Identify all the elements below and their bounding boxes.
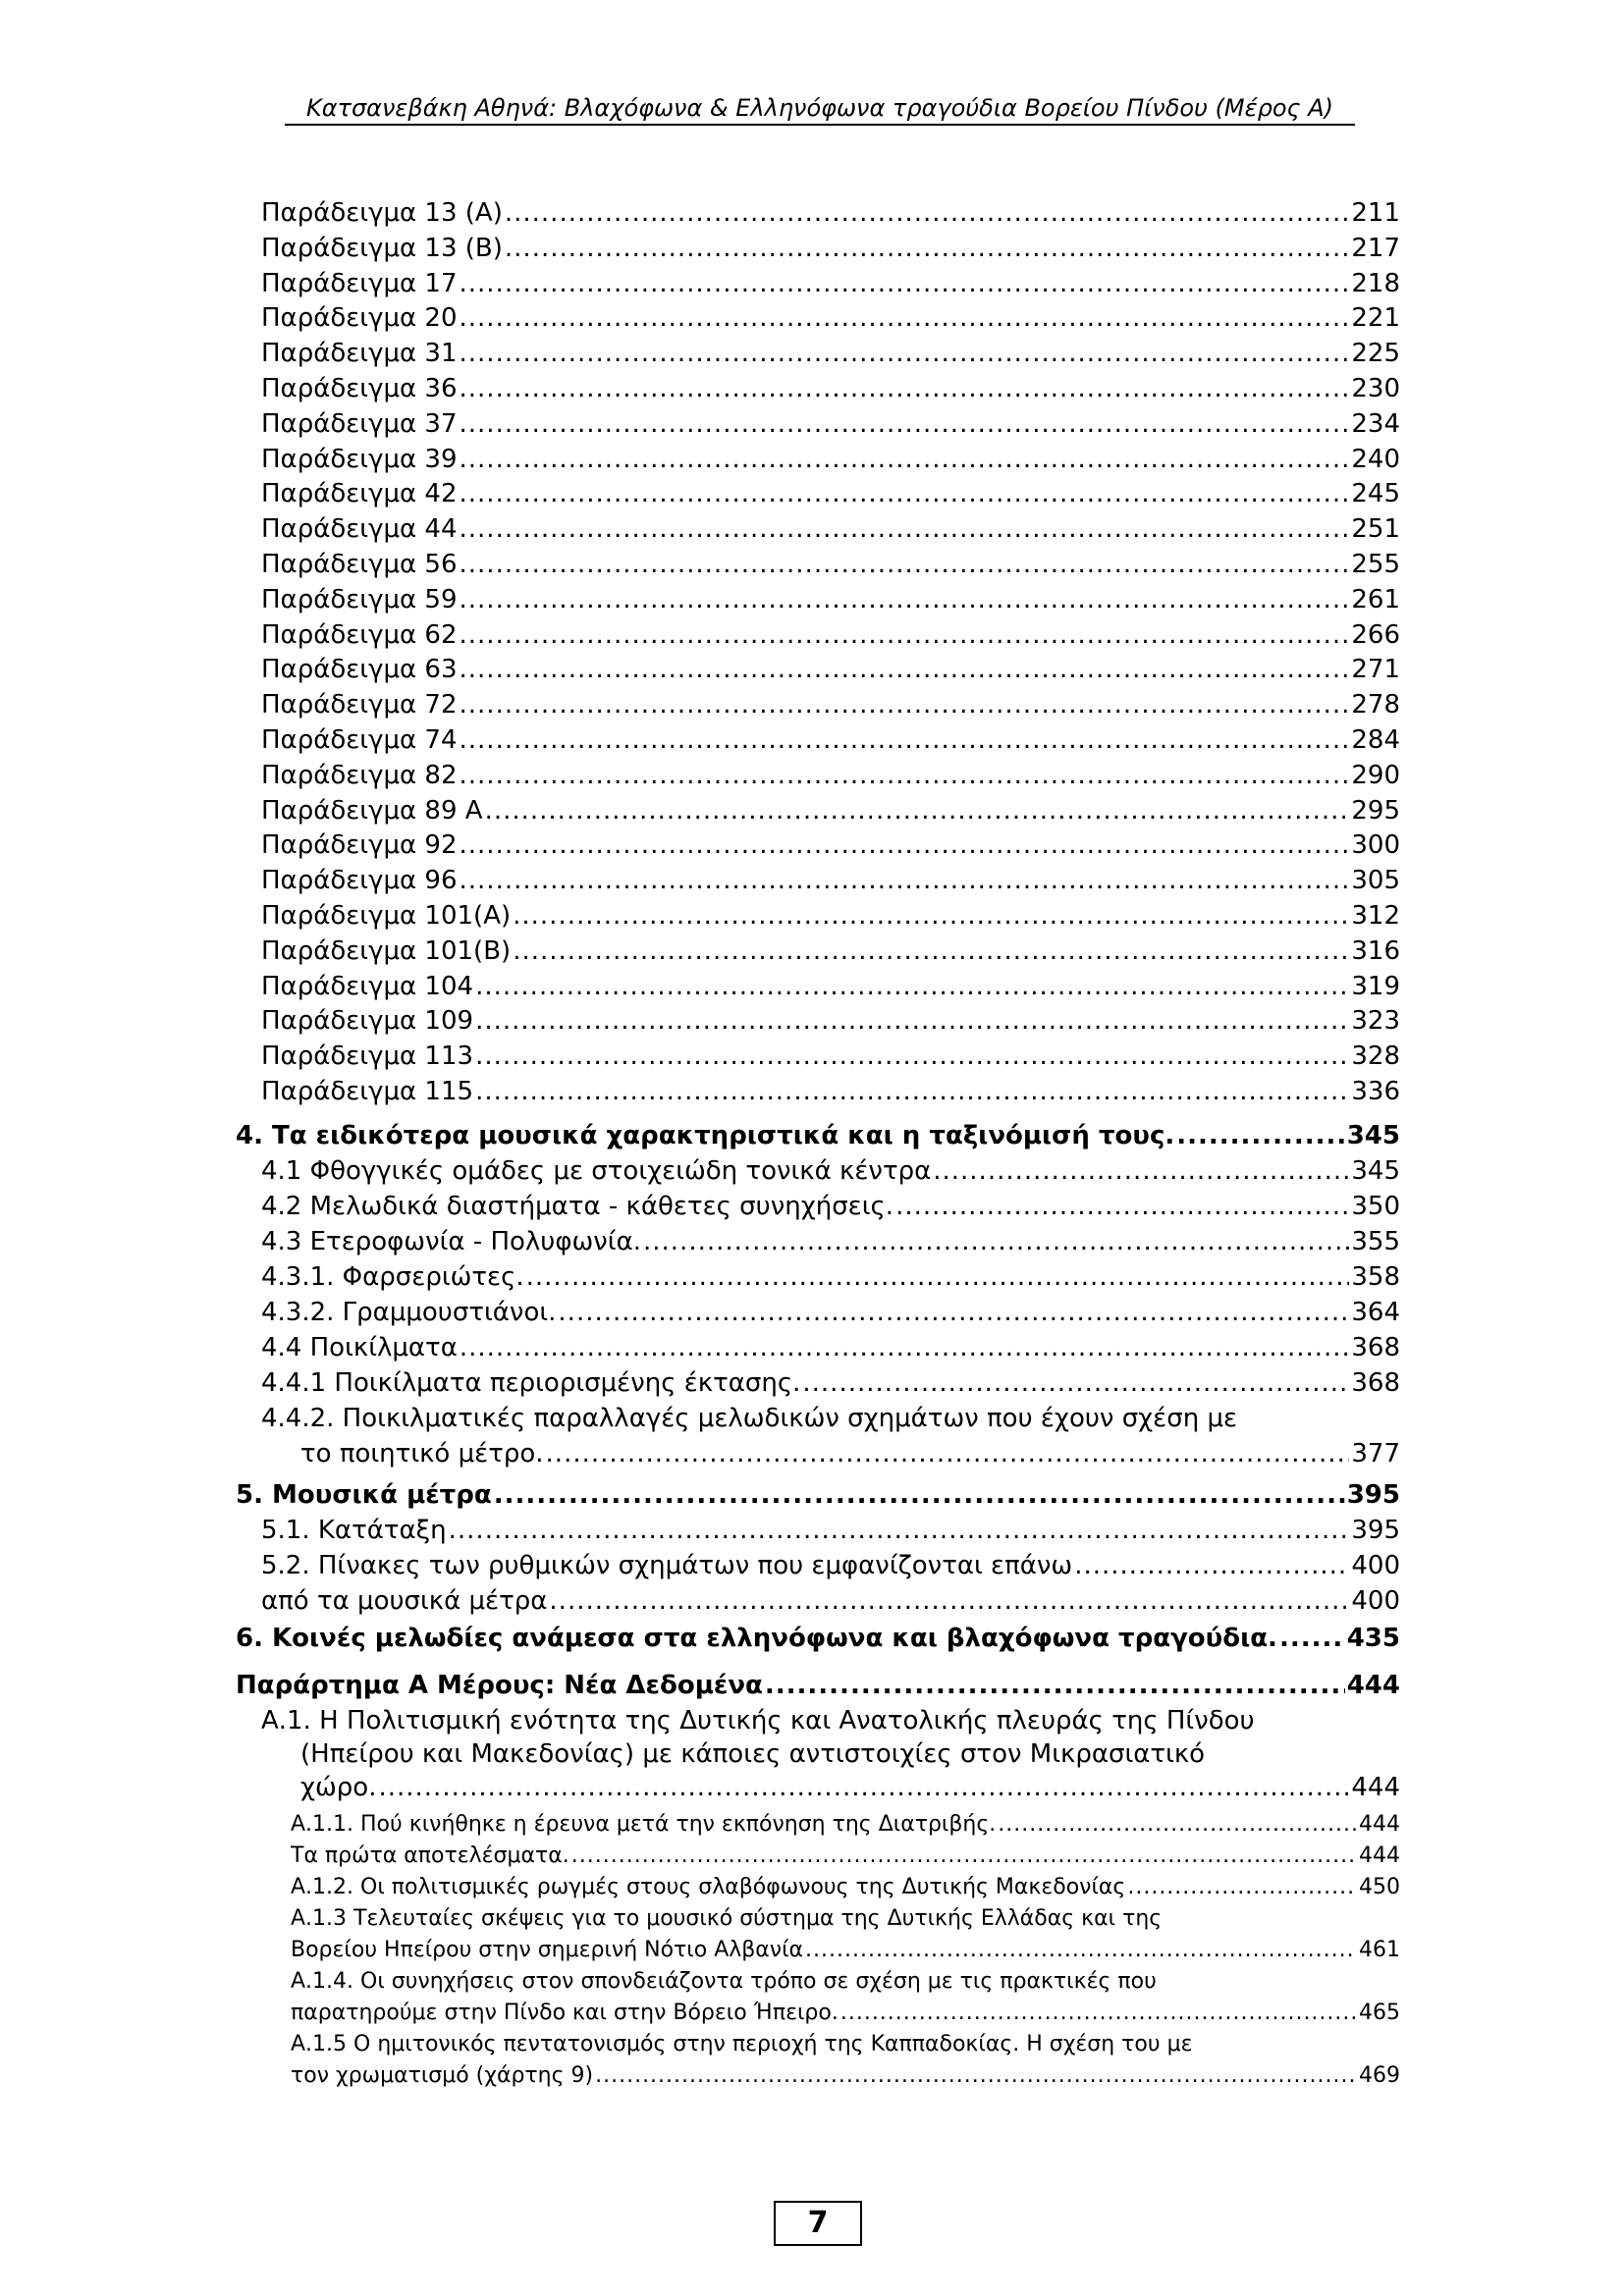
toc-entry-label: Παράδειγμα 39 (261, 444, 458, 474)
toc-entry-a1-5[interactable] (291, 2063, 1400, 2091)
toc-leader (475, 1077, 1349, 1106)
toc-page-number: 395 (1351, 1516, 1400, 1545)
toc-entry-label: χώρο. (300, 1773, 377, 1802)
toc-section-entry[interactable] (261, 1298, 1400, 1331)
toc-page-number: 444 (1359, 1812, 1400, 1837)
toc-entry-label: παρατηρούμε στην Πίνδο και στην Βόρειο Ήπειρο. (291, 2001, 839, 2025)
toc-leader (460, 866, 1350, 895)
toc-page-number: 368 (1351, 1333, 1400, 1362)
toc-chapter-4[interactable] (236, 1121, 1400, 1154)
toc-example-entry[interactable] (261, 1077, 1400, 1110)
toc-entry-label: Παράδειγμα 13 (Α) (261, 198, 503, 228)
toc-entry-label: Παράδειγμα 63 (261, 655, 458, 685)
toc-leader (378, 1773, 1349, 1802)
toc-page-number: 295 (1351, 795, 1400, 826)
toc-page-number: 465 (1359, 2001, 1400, 2025)
toc-section-entry[interactable] (261, 1586, 1400, 1620)
toc-page-number: 300 (1351, 830, 1400, 861)
toc-leader (460, 269, 1350, 298)
toc-leader (460, 514, 1350, 544)
toc-entry-label: Α.1.1. Πού κινήθηκε η έρευνα μετά την εκπόνηση της Διατριβής. (291, 1812, 997, 1837)
toc-page-number: 355 (1351, 1227, 1400, 1256)
toc-entry-label: Παράδειγμα 109 (261, 1006, 474, 1037)
toc-leader (460, 725, 1350, 755)
toc-section-entry[interactable] (261, 1368, 1400, 1402)
toc-page-number: 377 (1351, 1439, 1400, 1468)
toc-example-entry[interactable] (261, 374, 1400, 407)
toc-example-entry[interactable] (261, 1041, 1400, 1075)
toc-leader (460, 585, 1350, 614)
toc-entry-label: Παράδειγμα 89 Α (261, 795, 483, 826)
toc-entry-4-4-2-line1[interactable]: 4.4.2. Ποικιλματικές παραλλαγές μελωδικών σχημάτων που έχουν σχέση με (261, 1404, 1238, 1433)
toc-leader (895, 1192, 1349, 1221)
toc-leader (475, 1041, 1349, 1071)
toc-entry-label: Παράδειγμα 72 (261, 690, 458, 721)
toc-page-number: 358 (1351, 1262, 1400, 1292)
toc-page-number: 444 (1346, 1671, 1400, 1700)
toc-entry-label: 4.4.1 Ποικίλματα περιορισμένης έκτασης. (261, 1368, 801, 1398)
toc-entry-label: Παράδειγμα 115 (261, 1077, 474, 1106)
toc-leader (475, 1006, 1349, 1036)
toc-example-entry[interactable] (261, 901, 1400, 934)
toc-leader (494, 1480, 1345, 1510)
toc-page-number: 368 (1351, 1368, 1400, 1398)
toc-example-entry[interactable] (261, 409, 1400, 443)
toc-leader (805, 1938, 1357, 1962)
toc-entry-4-4-2[interactable] (300, 1439, 1400, 1472)
toc-entry-label: Βορείου Ηπείρου στην σημερινή Νότιο Αλβανία (291, 1938, 804, 1962)
toc-page-number: 278 (1351, 690, 1400, 721)
toc-leader (505, 234, 1349, 263)
toc-page-number: 234 (1351, 408, 1400, 439)
toc-leader (558, 1298, 1349, 1327)
toc-example-entry[interactable] (261, 936, 1400, 970)
toc-leader (460, 409, 1350, 439)
toc-entry-label: Παράδειγμα 36 (261, 374, 458, 403)
toc-entry-label: 5.1. Κατάταξη (261, 1516, 447, 1545)
toc-entry-a1-3[interactable] (291, 1938, 1400, 1965)
toc-entry-a1-2[interactable] (291, 1875, 1400, 1902)
toc-page-number: 400 (1351, 1551, 1400, 1580)
toc-entry-label: από τα μουσικά μέτρα (261, 1586, 548, 1616)
toc-leader (513, 936, 1349, 966)
toc-example-entry[interactable] (261, 655, 1400, 688)
toc-entry-label: Παράδειγμα 104 (261, 971, 474, 1001)
toc-example-entry[interactable] (261, 514, 1400, 548)
toc-example-entry[interactable] (261, 479, 1400, 512)
toc-leader (449, 1516, 1350, 1545)
toc-page-number: 444 (1351, 1773, 1400, 1802)
toc-page-number: 240 (1351, 444, 1400, 474)
toc-chapter-6[interactable] (236, 1624, 1400, 1657)
toc-page-number: 211 (1351, 198, 1400, 228)
toc-entry-label: Παράδειγμα 62 (261, 619, 458, 650)
toc-example-entry[interactable] (261, 866, 1400, 899)
toc-entry-label: Παράδειγμα 17 (261, 268, 458, 298)
toc-example-entry[interactable] (261, 620, 1400, 654)
toc-entry-a1-line2[interactable]: (Ηπείρου και Μακεδονίας) με κάποιες αντιστοιχίες στον Μικρασιατικό (300, 1739, 1206, 1769)
toc-page-number: 345 (1346, 1121, 1400, 1150)
toc-entry-label: Παράδειγμα 96 (261, 866, 458, 896)
toc-entry-label: Παράδειγμα 113 (261, 1041, 474, 1072)
toc-leader (998, 1812, 1357, 1837)
toc-page-number: 336 (1351, 1077, 1400, 1106)
toc-entry-label: Παράδειγμα 74 (261, 725, 458, 755)
toc-leader (571, 1843, 1357, 1868)
toc-leader (460, 445, 1350, 474)
toc-page-number: 255 (1351, 550, 1400, 579)
toc-page-number: 345 (1351, 1156, 1400, 1186)
toc-leader (460, 550, 1350, 579)
toc-page-number: 461 (1359, 1938, 1400, 1962)
toc-page-number: 328 (1351, 1041, 1400, 1072)
toc-section-entry[interactable] (261, 1333, 1400, 1366)
toc-page-number: 245 (1351, 479, 1400, 509)
toc-entry-label: Παράδειγμα 101(Β) (261, 935, 512, 966)
toc-entry-label: Παράδειγμα 101(Α) (261, 901, 512, 931)
toc-entry-label: 4.4 Ποικίλματα (261, 1333, 458, 1362)
toc-appendix-title: Παράρτημα Α Μέρους: Νέα Δεδομένα (236, 1671, 763, 1700)
toc-leader (526, 1262, 1350, 1292)
toc-entry-label: 4.2 Μελωδικά διαστήματα - κάθετες συνηχήσεις. (261, 1192, 894, 1221)
toc-leader (1279, 1624, 1345, 1653)
toc-leader (595, 2063, 1357, 2088)
toc-page-number: 290 (1351, 760, 1400, 790)
toc-entry-label: Παράδειγμα 56 (261, 550, 458, 579)
toc-entry-label: 4.3.2. Γραμμουστιάνοι. (261, 1298, 557, 1327)
toc-leader (513, 901, 1349, 931)
toc-entry-label: 5.2. Πίνακες των ρυθμικών σχημάτων που εμφανίζονται επάνω (261, 1551, 1073, 1580)
toc-page-number: 221 (1351, 303, 1400, 334)
toc-page-number: 230 (1351, 374, 1400, 403)
toc-entry-label: Παράδειγμα 20 (261, 303, 458, 334)
toc-leader (460, 761, 1350, 790)
toc-page-number: 450 (1359, 1875, 1400, 1899)
toc-section-entry[interactable] (261, 1551, 1400, 1584)
toc-page-number: 316 (1351, 935, 1400, 966)
toc-page-number: 271 (1351, 655, 1400, 685)
toc-example-entry[interactable] (261, 303, 1400, 337)
toc-entry-label: Παράδειγμα 42 (261, 479, 458, 509)
toc-example-entry[interactable] (261, 796, 1400, 829)
toc-section-entry[interactable] (261, 1227, 1400, 1260)
toc-page-number: 251 (1351, 514, 1400, 545)
page-number-box: 7 (774, 2201, 862, 2246)
toc-section-entry[interactable] (261, 1192, 1400, 1225)
toc-leader (460, 690, 1350, 720)
toc-page-number: 444 (1359, 1843, 1400, 1868)
toc-entry-a1-4[interactable] (291, 2001, 1400, 2028)
toc-entry-label: 4.1 Φθογγικές ομάδες με στοιχειώδη τονικά κέντρα (261, 1156, 932, 1186)
toc-entry-a1[interactable] (300, 1773, 1400, 1806)
toc-page-number: 305 (1351, 866, 1400, 896)
toc-entry-label: Παράδειγμα 44 (261, 514, 458, 545)
toc-leader (933, 1156, 1349, 1186)
toc-chapter-6-title: 6. Κοινές μελωδίες ανάμεσα στα ελληνόφωνα και βλαχόφωνα τραγούδια. (236, 1624, 1277, 1653)
toc-leader (460, 1333, 1350, 1362)
toc-page-number: 225 (1351, 339, 1400, 369)
toc-entry-label: 4.3.1. Φαρσεριώτες. (261, 1262, 524, 1292)
running-header: Κατσανεβάκη Αθηνά: Βλαχόφωνα & Ελληνόφωνα τραγούδια Βορείου Πίνδου (Μέρος Α) (285, 94, 1355, 126)
toc-section-entry[interactable] (261, 1262, 1400, 1296)
toc-example-entry[interactable] (261, 550, 1400, 583)
toc-leader (460, 303, 1350, 333)
toc-chapter-4-title: 4. Τα ειδικότερα μουσικά χαρακτηριστικά και η ταξινόμισή τους. (236, 1121, 1175, 1150)
toc-leader (460, 339, 1350, 368)
toc-entry-a1-line1[interactable]: Α.1. Η Πολιτισμική ενότητα της Δυτικής και Ανατολικής πλευράς της Πίνδου (261, 1706, 1255, 1735)
toc-page-number: 364 (1351, 1298, 1400, 1327)
toc-leader (1127, 1875, 1357, 1899)
toc-leader (549, 1586, 1349, 1616)
toc-leader (505, 198, 1350, 228)
toc-example-entry[interactable] (261, 339, 1400, 372)
toc-page-number: 218 (1351, 268, 1400, 298)
toc-leader (460, 830, 1350, 860)
toc-leader (460, 620, 1350, 650)
toc-entry-a1-3-line1[interactable]: Α.1.3 Τελευταίες σκέψεις για το μουσικό σύστημα της Δυτικής Ελλάδας και της (291, 1906, 1163, 1931)
toc-entry-label: Παράδειγμα 82 (261, 760, 458, 790)
toc-leader (802, 1368, 1349, 1398)
toc-entry-label: Παράδειγμα 37 (261, 408, 458, 439)
toc-entry-label: Παράδειγμα 59 (261, 584, 458, 614)
toc-leader (643, 1227, 1349, 1256)
toc-example-entry[interactable] (261, 972, 1400, 1005)
toc-entry-label: Τα πρώτα αποτελέσματα. (291, 1843, 569, 1868)
toc-section-entry[interactable] (261, 1156, 1400, 1190)
toc-section-entry[interactable] (261, 1516, 1400, 1549)
toc-example-entry[interactable] (261, 445, 1400, 478)
toc-entry-label: Παράδειγμα 92 (261, 830, 458, 861)
toc-leader (546, 1439, 1350, 1468)
toc-page-number: 350 (1351, 1192, 1400, 1221)
toc-leader (460, 479, 1350, 508)
toc-appendix[interactable] (236, 1671, 1400, 1704)
toc-page-number: 400 (1351, 1586, 1400, 1616)
toc-example-entry[interactable] (261, 830, 1400, 864)
toc-example-entry[interactable] (261, 269, 1400, 302)
toc-chapter-5-title: 5. Μουσικά μέτρα (236, 1480, 492, 1510)
toc-page-number: 319 (1351, 971, 1400, 1001)
toc-page-number: 435 (1346, 1624, 1400, 1653)
toc-page-number: 323 (1351, 1006, 1400, 1037)
toc-entry-first-results[interactable] (291, 1843, 1400, 1871)
toc-page-number: 312 (1351, 901, 1400, 931)
toc-example-entry[interactable] (261, 1006, 1400, 1040)
toc-entry-a1-1[interactable] (291, 1812, 1400, 1840)
toc-leader (1176, 1121, 1344, 1150)
toc-example-entry[interactable] (261, 234, 1400, 267)
toc-entry-label: το ποιητικό μέτρο. (300, 1439, 544, 1468)
toc-example-entry[interactable] (261, 198, 1400, 232)
toc-example-entry[interactable] (261, 585, 1400, 618)
toc-entry-label: Παράδειγμα 13 (Β) (261, 233, 503, 263)
toc-entry-a1-4-line1[interactable]: Α.1.4. Οι συνηχήσεις στον σπονδειάζοντα τρόπο σε σχέση με τις πρακτικές που (291, 1969, 1157, 1994)
toc-entry-label: 4.3 Ετεροφωνία - Πολυφωνία. (261, 1227, 641, 1256)
toc-leader (485, 796, 1350, 826)
toc-page-number: 261 (1351, 584, 1400, 614)
toc-page-number: 395 (1346, 1480, 1400, 1510)
toc-leader (460, 655, 1350, 684)
toc-leader (840, 2001, 1357, 2025)
toc-leader (1074, 1551, 1349, 1580)
toc-chapter-5[interactable] (236, 1480, 1400, 1514)
toc-example-entry[interactable] (261, 761, 1400, 794)
toc-leader (460, 374, 1350, 403)
toc-page-number: 217 (1351, 233, 1400, 263)
toc-leader (765, 1671, 1345, 1700)
toc-example-entry[interactable] (261, 725, 1400, 759)
toc-entry-label: Α.1.2. Οι πολιτισμικές ρωγμές στους σλαβόφωνους της Δυτικής Μακεδονίας (291, 1875, 1126, 1899)
toc-page-number: 284 (1351, 725, 1400, 755)
toc-entry-label: Παράδειγμα 31 (261, 339, 458, 369)
toc-page-number: 266 (1351, 619, 1400, 650)
toc-entry-a1-5-line1[interactable]: Α.1.5 Ο ημιτονικός πεντατονισμός στην περιοχή της Καππαδοκίας. Η σχέση του με (291, 2032, 1193, 2056)
toc-example-entry[interactable] (261, 690, 1400, 723)
toc-page-number: 469 (1359, 2063, 1400, 2088)
toc-leader (475, 972, 1349, 1001)
toc-entry-label: τον χρωματισμό (χάρτης 9) (291, 2063, 594, 2088)
